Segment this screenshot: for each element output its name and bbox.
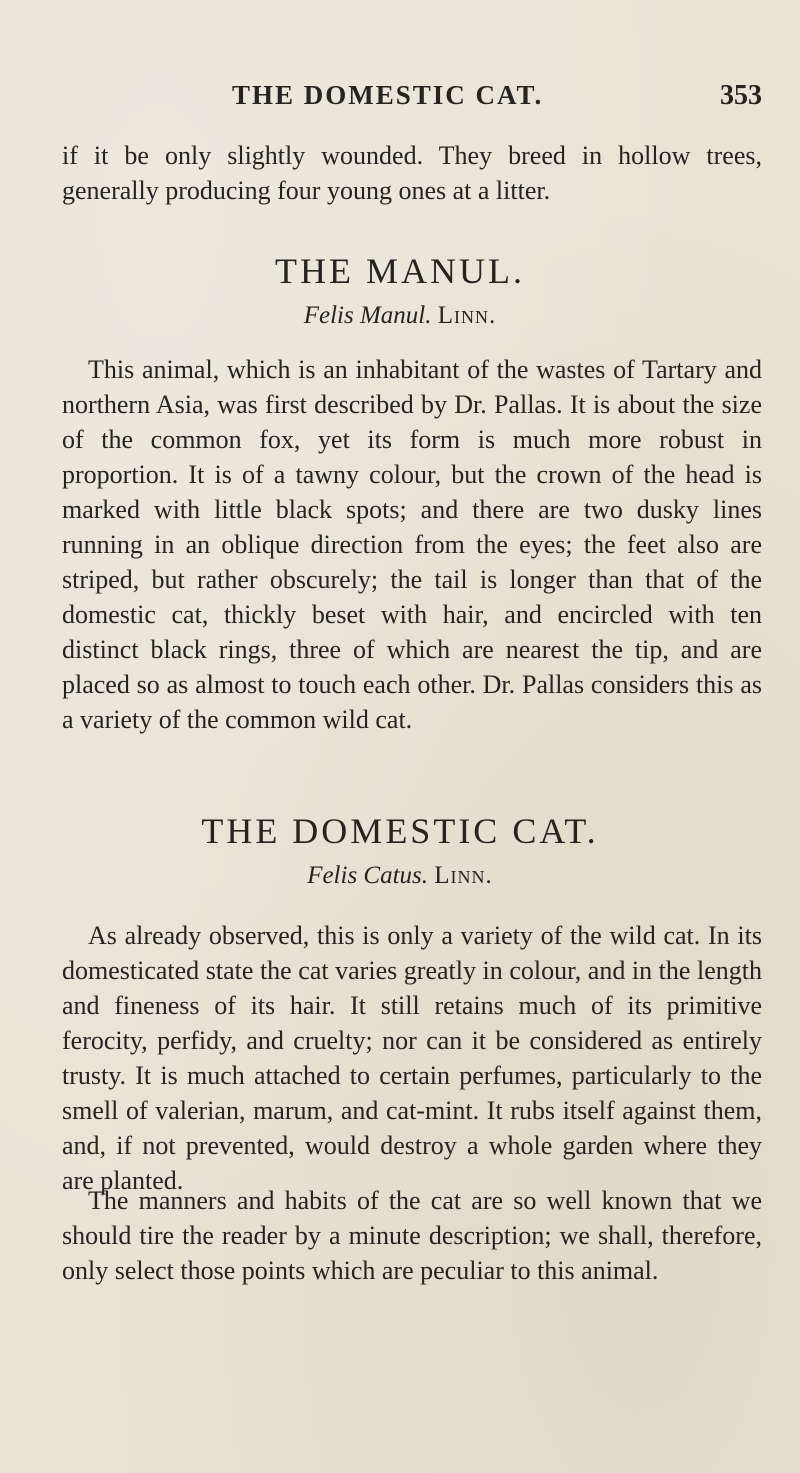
- section-title-domestic-cat: THE DOMESTIC CAT.: [201, 811, 599, 851]
- section-title-manul: THE MANUL.: [275, 251, 525, 291]
- domestic-cat-paragraph-1: As already observed, this is only a variety of the wild cat. In its domesticated state the cat varies greatly in colour, and in the length and fineness of its hair. It still retains much of its primitive ferocity, perfidy, and cruelty; nor can it be considered as entirely trusty. It is much attached to certain perfumes, particularly to the smell of valerian, marum, and cat-mint. It rubs itself against them, and, if not prevented, would destroy a whole garden where they are planted.: [62, 921, 762, 1195]
- page-number: 353: [720, 80, 762, 111]
- binomial-name: Felis Manul.: [303, 302, 432, 329]
- binomial-manul: [0, 302, 800, 330]
- manul-paragraph: This animal, which is an inhabitant of the wastes of Tartary and northern Asia, was first described by Dr. Pallas. It is about the size of the common fox, yet its form is much more robust in proportion. It is of a tawny colour, but the crown of the head is marked with little black spots; and there are two dusky lines running in an oblique direction from the eyes; the feet also are striped, but rather obscurely; the tail is longer than that of the domestic cat, thickly beset with hair, and encircled with ten distinct black rings, three of which are nearest the tip, and are placed so as almost to touch each other. Dr. Pallas considers this as a variety of the common wild cat.: [62, 355, 762, 734]
- running-title: THE DOMESTIC CAT.: [232, 80, 544, 110]
- domestic-cat-paragraph-2: The manners and habits of the cat are so well known that we should tire the reader by a minute description; we shall, therefore, only select those points which are peculiar to this animal.: [62, 1186, 762, 1285]
- binomial-authority: Linn.: [434, 862, 493, 889]
- binomial-name: Felis Catus.: [307, 862, 429, 889]
- continuation-paragraph: if it be only slightly wounded. They breed in hollow trees, generally producing four young ones at a litter.: [62, 141, 762, 205]
- page-header: [0, 80, 800, 114]
- binomial-authority: Linn.: [437, 302, 497, 329]
- binomial-domestic-cat: [0, 862, 800, 890]
